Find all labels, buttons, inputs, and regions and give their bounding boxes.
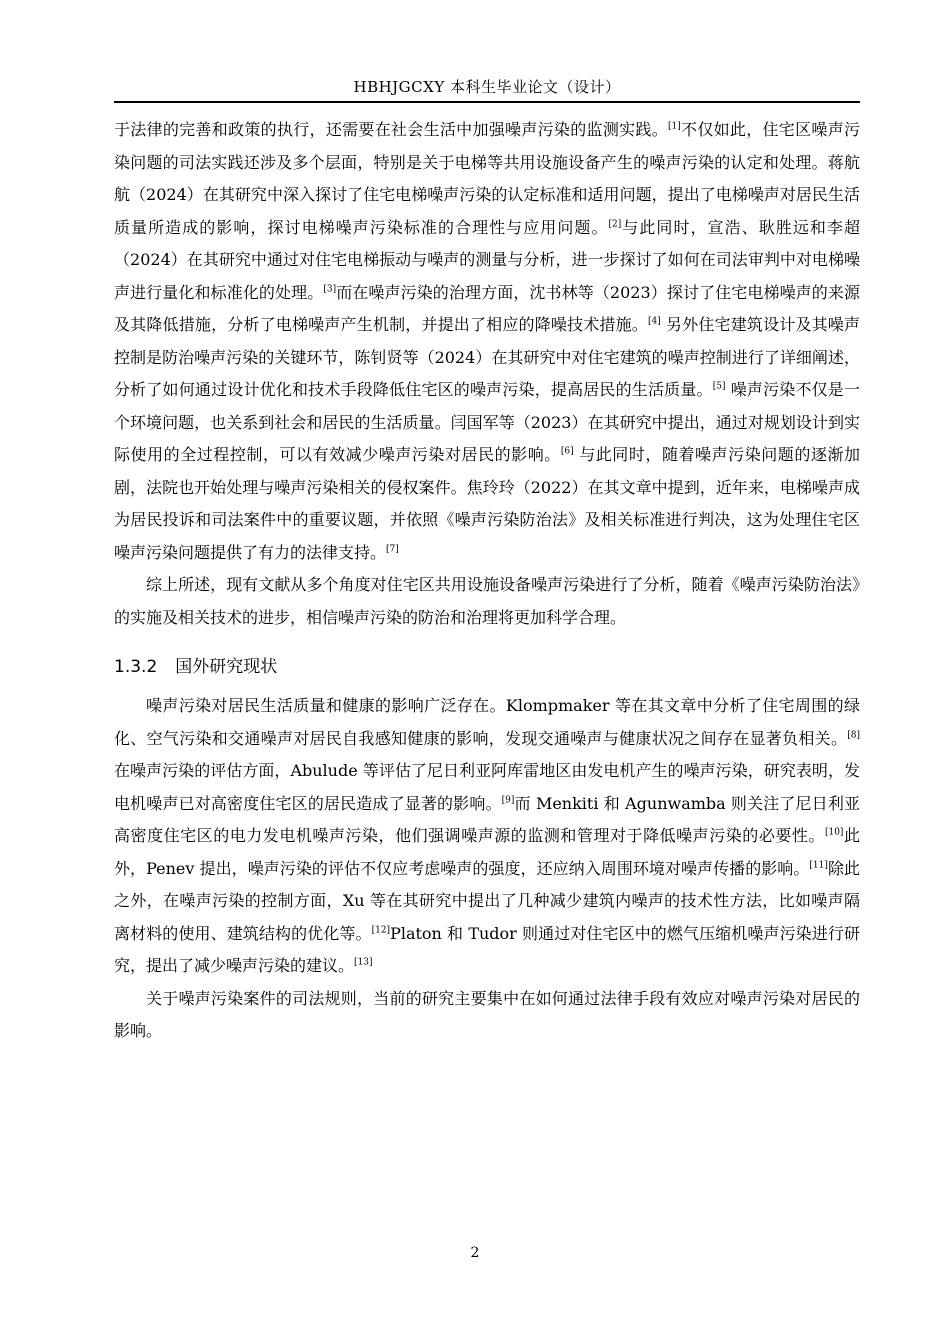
text-run: 综上所述，现有文献从多个角度对住宅区共用设施设备噪声污染进行了分析，随着《噪声污染防治法》的实施及相关技术的进步，相信噪声污染的防治和治理将更加科学合理。 [114, 575, 860, 627]
paragraph [114, 114, 860, 569]
text-run: 另外住宅建筑设计及其噪声控制是防治噪声污染的关键环节，陈钊贤等（2024）在其研究中对住宅建筑的噪声控制进行了详细阐述，分析了如何通过设计优化和技术手段降低住宅区的噪声污染，提高居民的生活质量。 [114, 315, 860, 399]
body-text [114, 114, 860, 1048]
citation-marker: [12] [371, 925, 391, 936]
citation-marker: [4] [647, 316, 661, 327]
text-run: 关于噪声污染案件的司法规则，当前的研究主要集中在如何通过法律手段有效应对噪声污染对居民的影响。 [114, 988, 860, 1040]
text-run: Platon 和 Tudor 则通过对住宅区中的燃气压缩机噪声污染进行研究，提出了减少噪声污染的建议。 [114, 923, 860, 975]
paragraph [114, 983, 860, 1048]
running-header: HBHJGCXY 本科生毕业论文（设计） [353, 78, 621, 96]
text-run: 与此同时，宣浩、耿胜远和李超（2024）在其研究中通过对住宅电梯振动与噪声的测量与分析，进一步探讨了如何在司法审判中对电梯噪声进行量化和标准化的处理。 [114, 217, 860, 302]
paragraph [114, 690, 860, 983]
citation-marker: [8] [847, 730, 860, 741]
citation-marker: [2] [608, 219, 622, 230]
foreign-research-section [114, 690, 860, 1048]
citation-marker: [6] [560, 446, 574, 457]
text-run: 噪声污染不仅是一个环境问题，也关系到社会和居民的生活质量。闫国军等（2023）在其研究中提出，通过对规划设计到实际使用的全过程控制，可以有效减少噪声污染对居民的影响。 [114, 380, 860, 464]
text-run: 除此之外，在噪声污染的控制方面，Xu 等在其研究中提出了几种减少建筑内噪声的技术性方法，比如噪声隔离材料的使用、建筑结构的优化等。 [114, 858, 860, 943]
citation-marker: [1] [668, 121, 681, 132]
text-run: 而 Menkiti 和 Agunwamba 则关注了尼日利亚高密度住宅区的电力发电机噪声污染，他们强调噪声源的监测和管理对于降低噪声污染的必要性。 [114, 793, 860, 845]
text-run: 而在噪声污染的治理方面，沈书林等（2023）探讨了住宅电梯噪声的来源及其降低措施，分析了电梯噪声产生机制，并提出了相应的降噪技术措施。 [114, 282, 860, 334]
text-run: 与此同时，随着噪声污染问题的逐渐加剧，法院也开始处理与噪声污染相关的侵权案件。焦玲玲（2022）在其文章中提到，近年来，电梯噪声成为居民投诉和司法案件中的重要议题，并依照《噪声污染防治法》及相关标准进行判决，这为处理住宅区噪声污染问题提供了有力的法律支持。 [114, 445, 860, 562]
text-run: 在噪声污染的评估方面，Abulude 等评估了尼日利亚阿库雷地区由发电机产生的噪声污染，研究表明，发电机噪声已对高密度住宅区的居民造成了显著的影响。 [114, 761, 860, 813]
citation-marker: [13] [354, 957, 373, 968]
text-run: 于法律的完善和政策的执行，还需要在社会生活中加强噪声污染的监测实践。 [114, 120, 668, 139]
header-rule [114, 101, 860, 103]
citation-marker: [7] [386, 544, 399, 555]
text-run: 不仅如此，住宅区噪声污染问题的司法实践还涉及多个层面，特别是关于电梯等共用设施设备产生的噪声污染的认定和处理。蒋航航（2024）在其研究中深入探讨了住宅电梯噪声污染的认定标准和适用问题，提出了电梯噪声对居民生活质量所造成的影响，探讨电梯噪声污染标准的合理性与应用问题。 [114, 120, 860, 237]
text-run: 噪声污染对居民生活质量和健康的影响广泛存在。Klompmaker 等在其文章中分析了住宅周围的绿化、空气污染和交通噪声对居民自我感知健康的影响，发现交通噪声与健康状况之间存在显著负相关。 [114, 696, 860, 748]
paragraph [114, 569, 860, 634]
citation-marker: [9] [501, 795, 515, 806]
section-heading [114, 652, 860, 682]
page-number: 2 [470, 1245, 480, 1261]
citation-marker: [11] [809, 860, 828, 871]
citation-marker: [5] [712, 381, 726, 392]
section-title: 国外研究现状 [175, 657, 278, 677]
text-run: 此外，Penev 提出，噪声污染的评估不仅应考虑噪声的强度，还应纳入周围环境对噪声传播的影响。 [114, 826, 860, 878]
citation-marker: [10] [824, 827, 844, 838]
section-number: 1.3.2 [114, 657, 158, 677]
intro-section [114, 114, 860, 634]
citation-marker: [3] [323, 284, 337, 295]
